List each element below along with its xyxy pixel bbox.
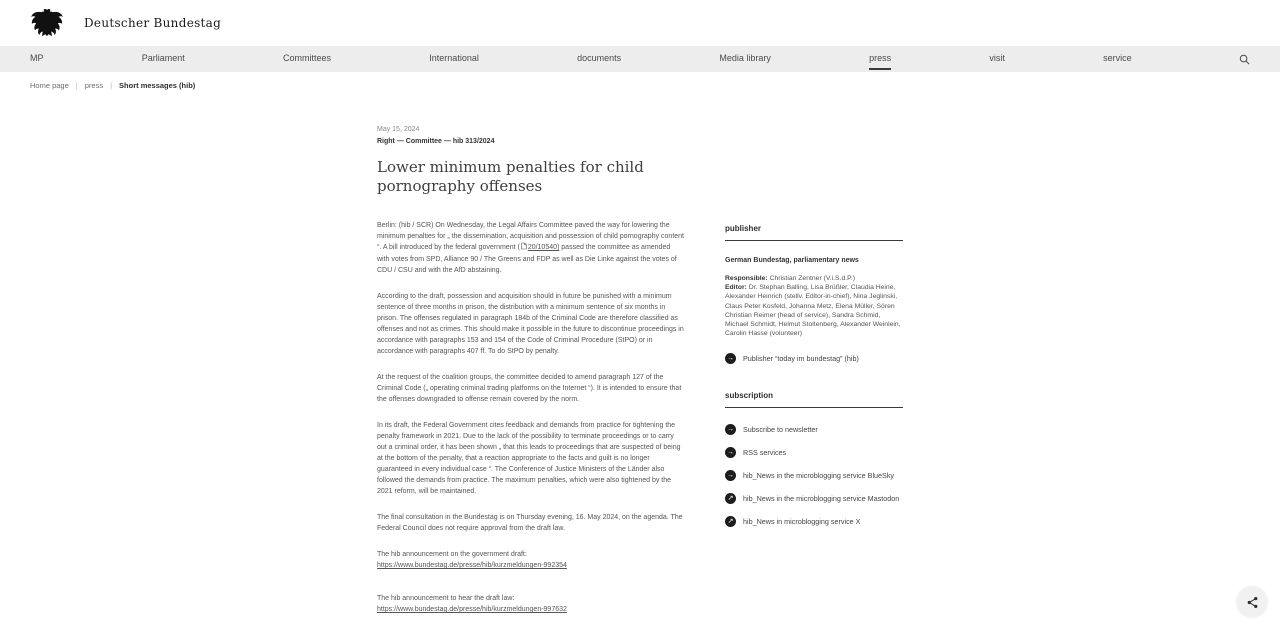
nav-item-visit[interactable]: visit [989,52,1005,63]
search-icon[interactable] [1230,54,1250,65]
announcement-link-1 [377,549,684,571]
arrow-external-circle-icon: ↗ [725,493,736,504]
arrow-external-circle-icon: ↗ [725,516,736,527]
announcement-link-1-url[interactable]: https://www.bundestag.de/presse/hib/kurzmeldungen-992354 [377,562,567,569]
page-title: Lower minimum penalties for child pornography offenses [377,158,644,195]
share-icon [1246,596,1259,609]
article-paragraph-4: In its draft, the Federal Government cites feedback and demands from practice for tightening the penalty framework in 2021. Due to the lack of the possibility to terminate proceedings or to carry out a criminal order, it has been shown „ that this leads to proceedings that are suspected of being at the bottom of the penalty, that a reaction appropriate to the facts and guilt is no longer guaranteed in every individual case “. The Conference of Justice Ministers of the Länder also followed the demands from practice. The maximum penalties, which were also tightened by the 2021 reform, will be maintained. [377,422,681,495]
responsible-value: Christian Zentner (V.i.S.d.P.) [767,275,855,282]
nav-item-service[interactable]: service [1103,52,1132,63]
nav-item-international[interactable]: International [429,52,479,63]
announcement-link-1-label: The hib announcement on the government draft: [377,551,527,558]
sidebar [725,126,903,624]
article-paragraph-1: Berlin: (hib / SCR) On Wednesday, the Legal Affairs Committee paved the way for lowering the minimum penalties for „ the dissemination, acquisition and possession of child pornography content “. A bill introduced by the federal government ( 20/10540) passed the committee as amended with votes from SPD, Alliance 90 / The Greens and FDP as well as Die Linke against the votes of CDU / CSU and with the AfD abstaining. [377,222,685,274]
publisher-hib-link-label: Publisher “today im bundestag” (hib) [743,354,859,364]
x-link[interactable]: ↗ hib_News in microblogging service X [725,516,903,527]
arrow-right-circle-icon: → [727,449,734,457]
document-icon [521,242,527,254]
editor-label: Editor: [725,284,747,292]
article-paragraph-2: According to the draft, possession and acquisition should in future be punished with a minimum sentence of three months in prison, the distribution with a minimum sentence of six months in prison. The offenses regulated in paragraph 184b of the Criminal Code are therefore classified as offenses and not as crimes. This should make it possible in the future to discontinue proceedings in accordance with paragraphs 153 and 154 of the Code of Criminal Procedure (StPO) or in accordance with paragraphs 407 ff. To do StPO by penalty. [377,293,684,355]
newsletter-link[interactable]: → Subscribe to newsletter [727,425,818,435]
announcement-link-2 [377,593,684,615]
article [377,126,684,624]
responsible-label: Responsible: [725,275,768,282]
mastodon-link[interactable]: ↗ hib_News in the microblogging service Mastodon [725,493,903,504]
bill-document-link[interactable]: 20/10540) [527,244,560,251]
breadcrumb-separator: | [75,80,78,90]
rss-link[interactable]: → RSS services [727,448,787,458]
article-paragraph-5: The final consultation in the Bundestag is on Thursday evening, 16. May 2024, on the agenda. The Federal Council does not require approval from the draft law. [377,514,683,532]
nav-item-mp[interactable]: MP [30,52,44,63]
breadcrumb-current: Short messages (hib) [119,80,196,90]
content-area [377,126,903,624]
publisher-hib-link[interactable] [725,353,903,364]
announcement-link-2-url[interactable]: https://www.bundestag.de/presse/hib/kurzmeldungen-997632 [377,606,567,613]
subscription-heading: subscription [725,391,903,408]
publisher-credits [725,274,903,338]
publisher-section [725,224,903,364]
nav-item-committees[interactable]: Committees [283,52,332,63]
breadcrumb [0,72,1280,98]
nav-item-media-library[interactable]: Media library [719,52,771,63]
arrow-right-circle-icon: → [727,472,734,480]
article-paragraph-3: At the request of the coalition groups, the committee decided to amend paragraph 127 of the Criminal Code („ operating criminal trading platforms on the Internet “). It is intended to ensure that the offenses downgraded to offense remain covered by the norm. [377,374,682,403]
subscription-links [725,424,903,527]
article-date: May 15, 2024 [377,126,420,133]
nav-item-parliament[interactable]: Parliament [141,52,185,63]
nav-item-documents[interactable]: documents [577,52,622,63]
arrow-right-circle-icon: → [727,355,734,363]
publisher-heading: publisher [725,224,903,241]
bundestag-eagle-logo[interactable] [30,7,64,39]
announcement-link-2-label: The hib announcement to hear the draft law: [377,595,515,602]
site-brand-title: Deutscher Bundestag [84,16,222,30]
share-button[interactable] [1237,587,1267,617]
breadcrumb-separator: | [110,80,113,90]
arrow-right-circle-icon: → [727,426,734,434]
bluesky-link[interactable]: → hib_News in the microblogging service BlueSky [727,471,895,481]
site-header [0,0,1280,46]
article-kicker: Right — Committee — hib 313/2024 [377,138,495,145]
breadcrumb-home[interactable]: Home page [30,80,69,90]
publisher-org: German Bundestag, parliamentary news [725,257,859,264]
editor-value: Dr. Stephan Balling, Lisa Brüßler, Claudia Heine, Alexander Heinrich (stellv. Editor-in-chief), Nina Jeglinski, Claus Peter Kosfeld, Johanna Metz, Elena Müller, Sören Christian Reimer (head of service), Sandra Schmid, Michael Schmidt, Helmut Stoltenberg, Alexander Weinlein, Carolin Hasse (volunteer) [725,284,901,338]
main-nav [0,46,1280,72]
subscription-section [725,391,903,527]
breadcrumb-press[interactable]: press [84,80,104,90]
nav-item-press[interactable]: press [869,46,989,72]
